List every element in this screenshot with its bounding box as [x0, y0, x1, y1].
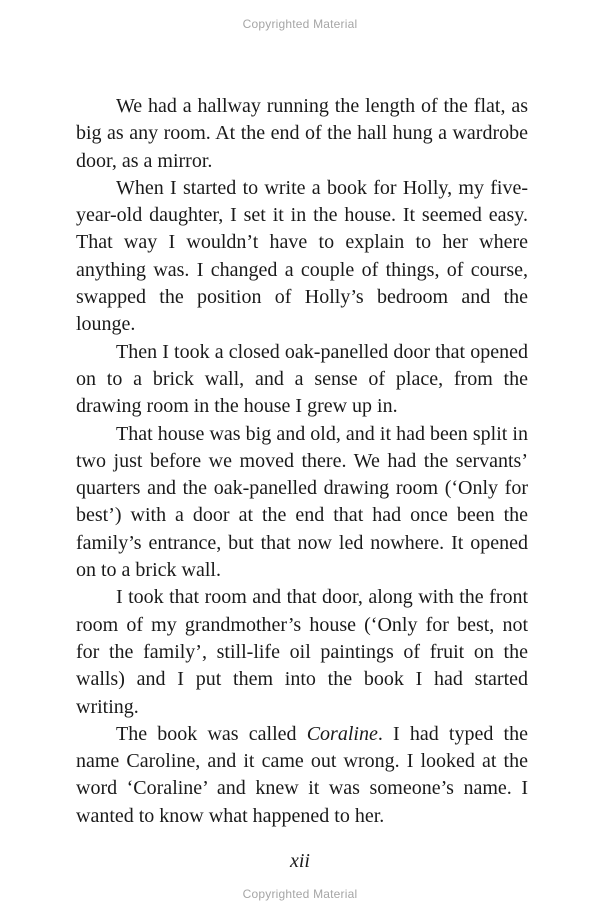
paragraph: Then I took a closed oak-panelled door that opened on to a brick wall, and a sense of place, from the drawing room in the house I grew up in. [76, 340, 528, 418]
paragraph: That house was big and old, and it had been split in two just before we moved there. We had the servants’ quarters and the oak-panelled drawing room (‘Only for best’) with a door at the end that had once been the family’s entrance, but that now led nowhere. It opened on to a brick wall. [76, 422, 528, 582]
book-title: Coraline [306, 722, 378, 745]
paragraph: When I started to write a book for Holly, my five-year-old daughter, I set it in the house. It seemed easy. That way I wouldn’t have to explain to her where anything was. I changed a couple of things, of course, swapped the position of Holly’s bedroom and the lounge. [76, 176, 528, 336]
watermark-bottom: Copyrighted Material [242, 887, 358, 901]
paragraph-last [76, 721, 528, 830]
paragraph: I took that room and that door, along with the front room of my grandmother’s house (‘Only for best, not for the family’, still-life oil paintings of fruit on the walls) and I put them into the book I had started writing. [76, 586, 528, 718]
paragraph-last-before: The book was called [116, 722, 307, 745]
page-number: xii [290, 850, 310, 872]
paragraph-last-after: . I had typed the name Caroline, and it came out wrong. I looked at the word ‘Coraline’ and knew it was someone’s name. I wanted to know what happened to her. [76, 722, 528, 827]
body-text [76, 93, 528, 830]
watermark-top: Copyrighted Material [242, 17, 358, 31]
paragraph: We had a hallway running the length of the flat, as big as any room. At the end of the hall hung a wardrobe door, as a mirror. [76, 95, 528, 172]
